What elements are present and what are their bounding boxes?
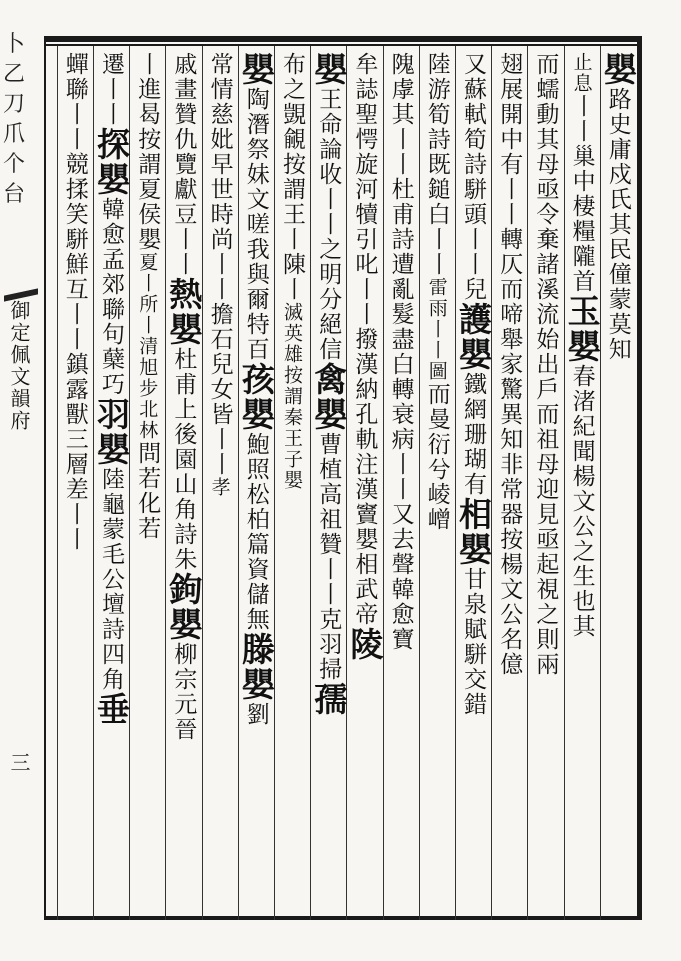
headword: 羽嬰 [92, 397, 131, 467]
text-run: 鮑照松柏篇資儲無 [242, 432, 269, 632]
text-run: 陸游筍詩既鎚白丨丨 [423, 52, 450, 277]
text-run: 又蘇軾筍詩駢頭丨丨兒 [460, 52, 486, 302]
margin-book-title: 御定佩文韻府 [7, 300, 31, 432]
text-run: 隗虖其丨丨杜甫詩遭亂髮盡白轉衰病丨丨又去聲韓愈寶 [387, 52, 414, 652]
headword: 孩嬰 [236, 362, 276, 432]
headword: 陵 [345, 627, 385, 662]
text-run: 蟬聯丨丨 [61, 52, 88, 152]
text-run: 春渚紀聞楊文公之生也其 [568, 364, 595, 639]
text-run: 鐵網珊瑚有 [460, 372, 486, 497]
text-run: 常情慈妣早世時尚丨丨 [206, 52, 233, 302]
headword: 垂 [92, 692, 131, 727]
edge-glyph: 台 [2, 182, 25, 207]
text-run: 牟誌聖愕旋河犢引叱丨丨撥漢納孔軌注漢竇嬰相武帝 [351, 52, 378, 627]
text-run: 陸龜蒙毛公壇詩四角 [98, 467, 124, 692]
text-run: 布之覬覦按謂王丨陳丨 [279, 52, 305, 302]
edge-glyph: 刀 [2, 92, 25, 117]
frame-double-rule [44, 44, 640, 46]
text-run: 陶潛祭妹文嗟我與爾特百 [242, 87, 269, 362]
headword: 嬰 [309, 52, 349, 87]
headword: 護嬰 [454, 302, 493, 372]
text-run: 戚畫贊仇覽獻豆丨丨 [170, 52, 197, 277]
headword: 滕嬰 [236, 632, 276, 702]
text-run: 甘泉賦駢交錯 [460, 567, 486, 717]
text-column [53, 52, 97, 912]
headword: 嬰 [236, 52, 276, 87]
text-run: 孝 [208, 477, 231, 498]
text-run: 翅展開中有丨丨轉仄而啼舉家驚異知非常器按楊文公名億 [496, 52, 523, 677]
text-run: 杜甫上後園山角詩朱 [170, 347, 197, 572]
headword: 玉嬰 [562, 294, 602, 364]
text-run: 曹植高祖贊丨丨克羽掃 [315, 432, 342, 682]
headword: 探嬰 [92, 127, 131, 197]
headword: 鉤嬰 [164, 572, 204, 642]
text-run: 而曼衍兮崚嶒 [423, 382, 450, 532]
text-run: 止息 [570, 52, 593, 94]
text-run: 王命論收丨丨之明分絕信 [315, 87, 342, 362]
page-number: 三 [7, 752, 31, 772]
text-run: 擔石兒女皆丨丨 [206, 302, 233, 477]
text-run: 競揉笑駢鮮互丨丨 [61, 152, 88, 352]
text-run: 劉 [242, 702, 269, 727]
text-run: 滅英雄按謂秦王子嬰 [281, 302, 303, 491]
text-run: 鎮露獸三層差丨丨 [61, 352, 88, 552]
headword: 熱嬰 [164, 277, 204, 347]
text-run: 遷丨丨 [98, 52, 124, 127]
edge-glyph: 爪 [2, 122, 25, 147]
headword: 嬰 [598, 52, 638, 87]
headword: 相嬰 [454, 497, 493, 567]
edge-glyph: 卜 [2, 32, 25, 57]
edge-glyph: 乙 [2, 62, 25, 87]
text-run: 丨進曷按謂夏侯嬰 [134, 52, 161, 252]
text-run: 柳宗元晉 [170, 642, 197, 742]
text-run: 韓愈孟郊聯句蘖巧 [98, 197, 124, 397]
text-run: 而蠕動其母亟令棄諸溪流始出戶而祖母迎見亟起視之則兩 [532, 52, 559, 677]
edge-glyph: 个 [2, 152, 25, 177]
text-run: 雷雨丨丨圖 [425, 277, 448, 382]
edge-glyph-strip [0, 30, 28, 290]
text-run: 路史庸戍氏其民僮蒙莫知 [604, 87, 631, 362]
headword: 孺 [309, 682, 349, 717]
text-run: 丨丨巢中棲糧隴首 [568, 94, 595, 294]
headword: 禽嬰 [309, 362, 349, 432]
text-run: 問若化若 [134, 441, 161, 541]
text-run: 夏丨所丨清旭步北林 [136, 252, 159, 441]
